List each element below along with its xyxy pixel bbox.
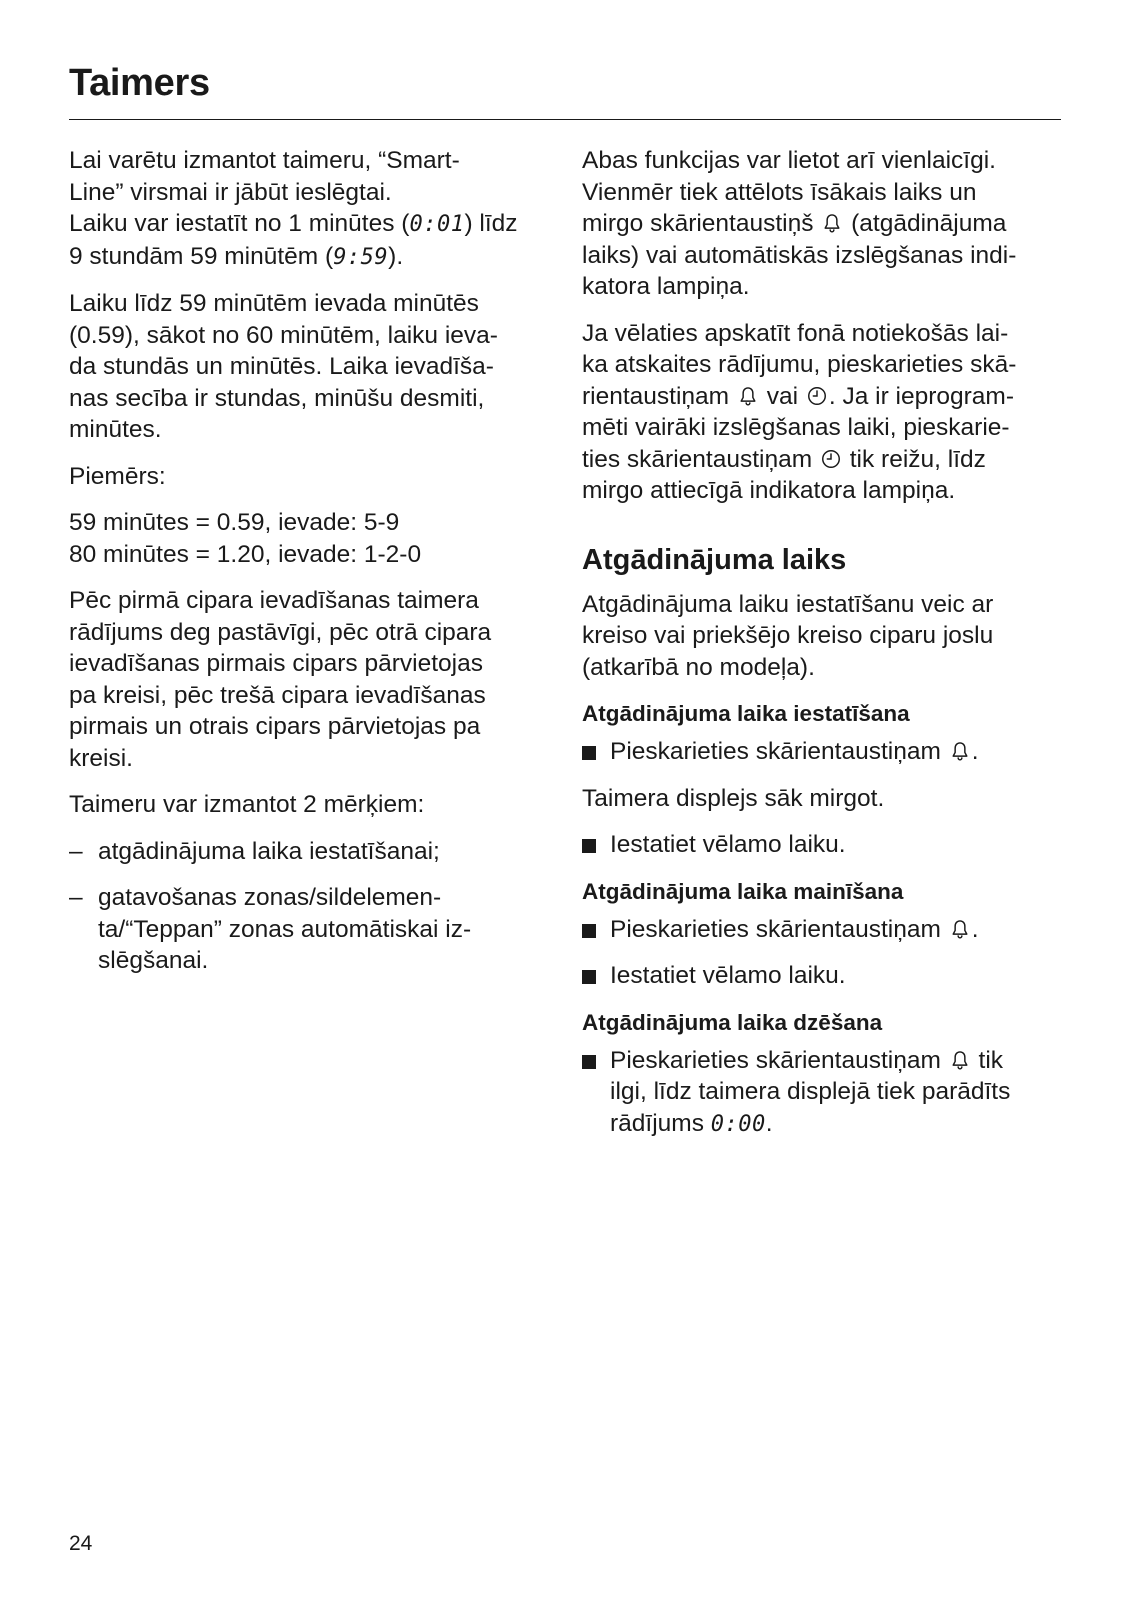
reminder-intro-paragraph: Atgādinājuma laiku iestatīšanu veic ar kreiso vai priekšējo kreiso ciparu joslu (atkarībā no modeļa). xyxy=(582,590,994,681)
step-item: Iestatiet vēlamo laiku. xyxy=(582,960,1064,992)
bell-icon xyxy=(821,212,843,234)
result-text: Taimera displejs sāk mirgot. xyxy=(582,784,885,812)
bell-icon xyxy=(949,1049,971,1071)
digit-entry-paragraph: Pēc pirmā cipara ievadīšanas taimera rādījums deg pastāvīgi, pēc otrā cipara ievadīšanas pirmais cipars pārvietojas pa kreisi, pēc trešā cipara ievadīšanas pirmais un otrais cipars pārvietojas pa kreisi. xyxy=(69,587,492,772)
background-countdown-paragraph: Ja vēlaties apskatīt fonā notiekošās lai- ka atskaites rādījumu, pieskarieties skā- rientaustiņam vai . Ja ir ieprogram- mēti vairāki izslēgšanas laiki, pieskarie- ties skārientaustiņam tik reižu, līdz mirgo attiecīgā indikatora lampiņa. xyxy=(582,319,1017,504)
example-values: 59 minūtes = 0.59, ievade: 5-9 80 minūtes = 1.20, ievade: 1-2-0 xyxy=(69,509,422,568)
right-column xyxy=(582,145,1064,1155)
display-value: 0:01 xyxy=(409,212,465,237)
subheading-delete: Atgādinājuma laika dzēšana xyxy=(582,1009,883,1035)
square-bullet-icon xyxy=(582,839,596,853)
purposes-paragraph: Taimeru var izmantot 2 mērķiem: xyxy=(69,791,425,818)
display-value: 9:59 xyxy=(333,244,389,270)
list-item: – atgādinājuma laika iestatīšanai; xyxy=(69,836,549,868)
step-item: Iestatiet vēlamo laiku. xyxy=(582,829,1064,861)
bell-icon xyxy=(737,385,759,407)
square-bullet-icon xyxy=(582,970,596,984)
page-number: 24 xyxy=(69,1532,93,1555)
step-item: Pieskarieties skārientaustiņam . xyxy=(582,736,1064,768)
subheading-set: Atgādinājuma laika iestatīšana xyxy=(582,701,910,726)
list-item: – gatavošanas zonas/sildelemen- ta/“Teppan” zonas automātiskai iz- slēgšanai. xyxy=(69,884,472,974)
step-item: Pieskarieties skārientaustiņam . xyxy=(582,914,1064,946)
title-divider xyxy=(69,119,1061,120)
clock-icon xyxy=(806,385,828,407)
bell-icon xyxy=(949,740,971,762)
page-title: Taimers xyxy=(69,62,210,104)
step-item: Pieskarieties skārientaustiņam tik ilgi, līdz taimera displejā tiek parādīts rādījums 0:00. xyxy=(582,1045,1064,1141)
square-bullet-icon xyxy=(582,746,596,760)
display-value: 0:00 xyxy=(710,1111,766,1137)
dash-marker: – xyxy=(69,884,83,911)
bell-icon xyxy=(949,918,971,940)
dash-marker: – xyxy=(69,837,83,865)
clock-icon xyxy=(820,448,842,470)
square-bullet-icon xyxy=(582,924,596,938)
both-functions-paragraph: Abas funkcijas var lietot arī vienlaicīgi. Vienmēr tiek attēlots īsākais laiks un mirgo skārientaustiņš (atgādinājuma laiks) vai automātiskās izslēgšanas indi- katora lampiņa. xyxy=(582,147,1017,300)
subheading-change: Atgādinājuma laika mainīšana xyxy=(582,878,904,904)
input-paragraph: Laiku līdz 59 minūtēm ievada minūtēs (0.59), sākot no 60 minūtēm, laiku ieva- da stundās un minūtēs. Laika ievadīša- nas secība ir stundas, minūšu desmiti, minūtes. xyxy=(69,290,498,443)
intro-paragraph: Lai varētu izmantot taimeru, “Smart- Line” virsmai ir jābūt ieslēgtai. Laiku var iestatīt no 1 minūtes (0:01) līdz 9 stundām 59 minūtēm (9:59). xyxy=(69,147,518,270)
section-heading: Atgādinājuma laiks xyxy=(582,543,847,576)
example-label: Piemērs: xyxy=(69,462,166,490)
square-bullet-icon xyxy=(582,1055,596,1069)
left-column xyxy=(69,145,549,992)
